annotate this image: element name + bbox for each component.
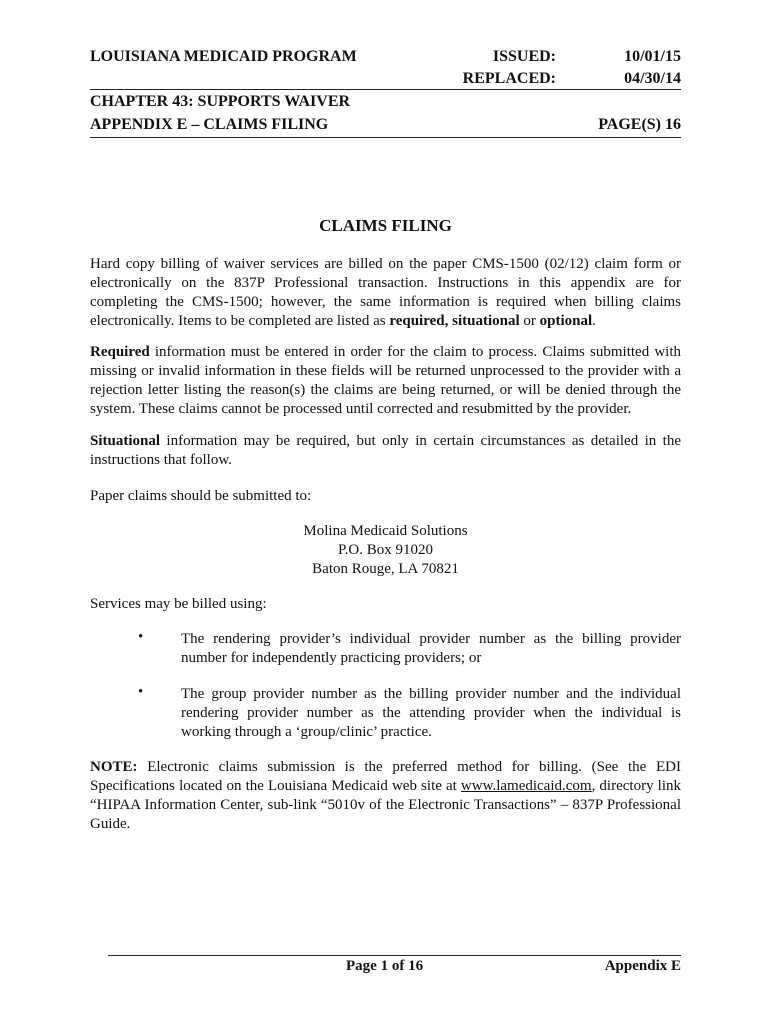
note-text-1: Electronic claims submission is the preferred method for billing. (See the EDI Specifications located on the Louisiana Medicaid web site at (90, 759, 681, 794)
paper-claims-text: Paper claims should be submitted to: (90, 488, 312, 504)
replaced-date: 04/30/14 (624, 70, 681, 87)
appendix-title: APPENDIX E – CLAIMS FILING (90, 116, 329, 133)
bullet-dot-icon: • (138, 629, 144, 645)
note-text-2: , directory link “HIPAA Information Center, sub-link “5010v of the Electronic Transactions” – 837P Professional Guide. (90, 778, 681, 832)
address-line-1: Molina Medicaid Solutions (303, 523, 468, 539)
footer-appendix: Appendix E (604, 958, 681, 974)
required-text: information must be entered in order for the claim to process. Claims submitted with missing or invalid information in these fields will be returned unprocessed to the provider with a rejection letter listing the reason(s) the claims are being returned, or will be denied through the system. These claims cannot be processed until corrected and resubmitted by the provider. (90, 344, 681, 417)
section-title: CLAIMS FILING (319, 216, 452, 235)
page-count: PAGE(S) 16 (598, 116, 681, 133)
header-rule-bottom (90, 137, 681, 138)
bullet-dot-icon: • (138, 684, 144, 700)
intro-bold-terms: required, situational (389, 313, 520, 329)
bullet-item-2: The group provider number as the billing provider number and the individual rendering provider number as the attending provider when the individual is working through a ‘group/clinic’ practice. (181, 686, 681, 740)
intro-paragraph (90, 255, 681, 331)
footer-page-number: Page 1 of 16 (346, 958, 424, 974)
footer-rule (108, 955, 681, 956)
address-line-3: Baton Rouge, LA 70821 (312, 561, 459, 577)
required-paragraph (90, 343, 681, 419)
intro-bold-term-optional: optional (539, 313, 593, 329)
issued-label: ISSUED: (492, 48, 556, 65)
replaced-label: REPLACED: (462, 70, 556, 87)
situational-term: Situational (90, 433, 161, 449)
lamedicaid-link[interactable]: www.lamedicaid.com (460, 778, 592, 794)
address-line-2: P.O. Box 91020 (337, 542, 434, 558)
note-paragraph (90, 758, 681, 834)
note-label: NOTE: (90, 759, 138, 775)
situational-text: information may be required, but only in certain circumstances as detailed in the instructions that follow. (90, 433, 681, 468)
program-name: LOUISIANA MEDICAID PROGRAM (90, 48, 357, 65)
bullet-item-1: The rendering provider’s individual provider number as the billing provider number for independently practicing providers; or (181, 631, 681, 666)
issued-date: 10/01/15 (624, 48, 681, 65)
required-term: Required (90, 344, 150, 360)
header-rule-top (90, 89, 681, 90)
intro-text-1: Hard copy billing of waiver services are billed on the paper CMS-1500 (02/12) claim form or electronically on the 837P Professional transaction. Instructions in this appendix are for completing the CMS-1500; however, the same information is required when billing claims electronically. Items to be completed are listed as (90, 256, 681, 329)
situational-paragraph (90, 432, 681, 470)
services-intro: Services may be billed using: (90, 596, 267, 612)
intro-text-2: or (519, 313, 540, 329)
intro-text-3: . (592, 313, 596, 329)
chapter-title: CHAPTER 43: SUPPORTS WAIVER (90, 93, 351, 110)
